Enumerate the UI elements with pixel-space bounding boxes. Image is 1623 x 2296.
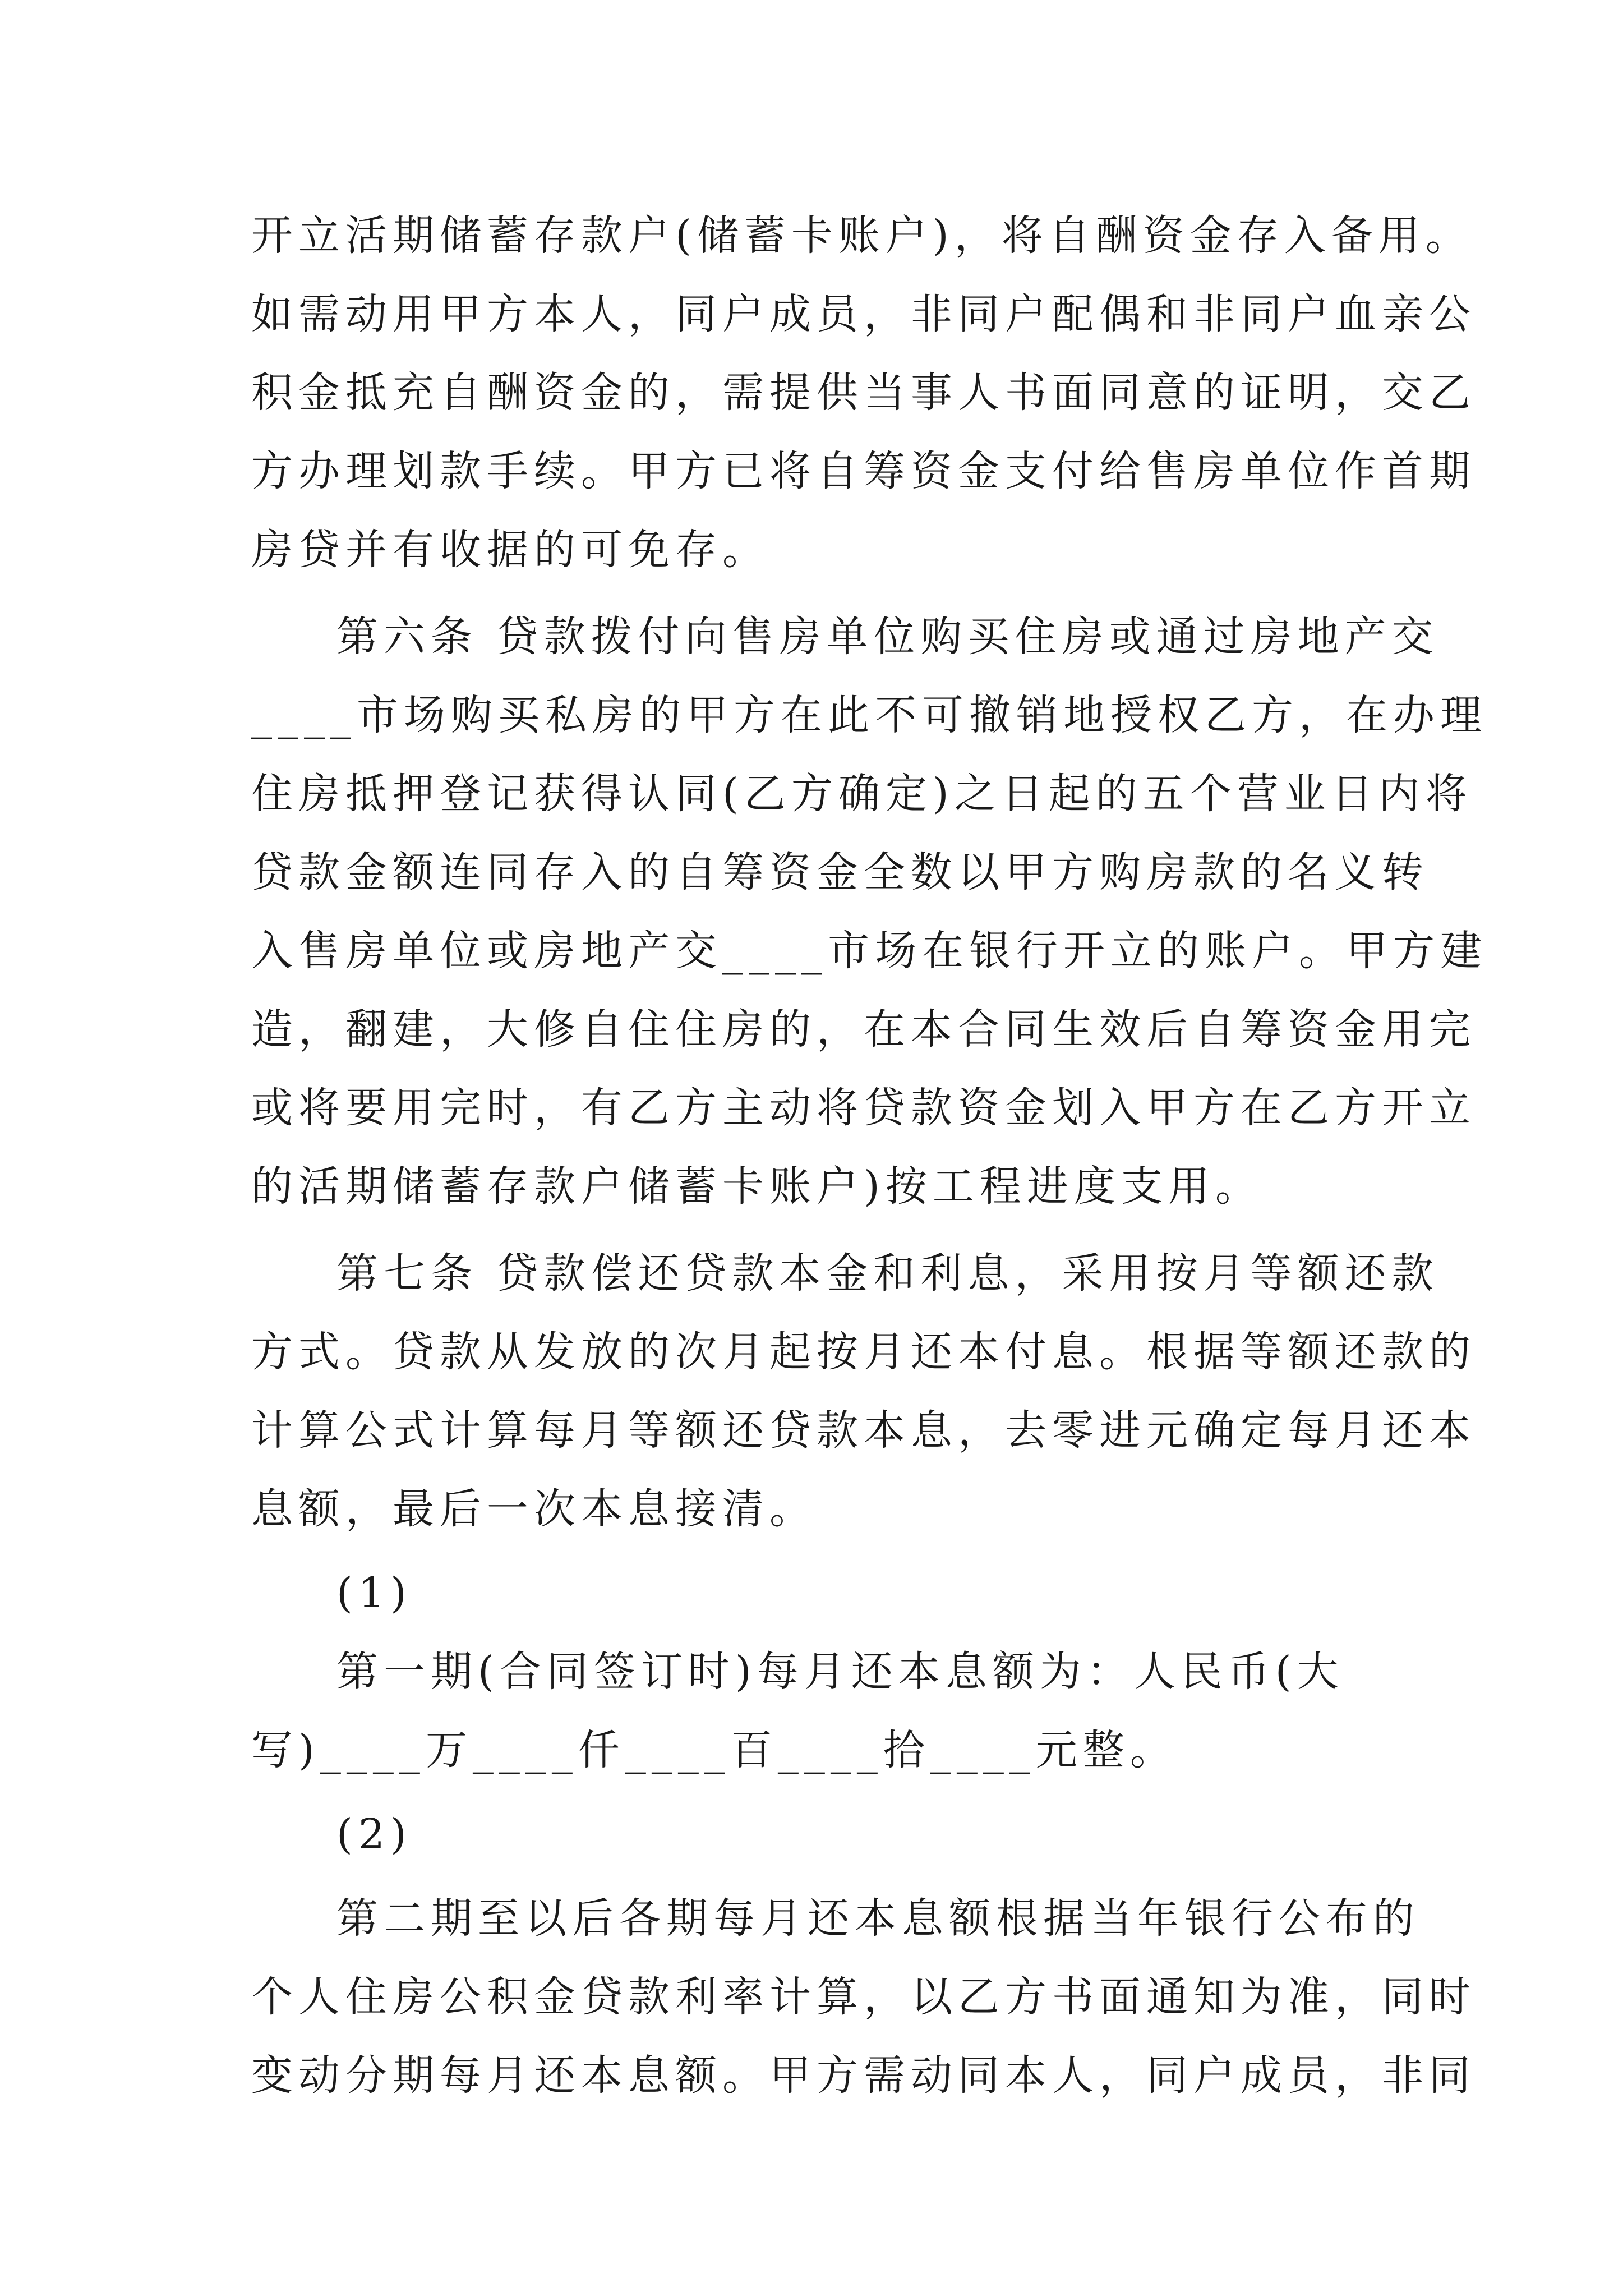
- paragraph-line: 计算公式计算每月等额还贷款本息，去零进元确定每月还本: [251, 1406, 1476, 1455]
- item-number-1: (1): [336, 1569, 412, 1617]
- paragraph-line: 积金抵充自酬资金的，需提供当事人书面同意的证明，交乙: [251, 369, 1476, 417]
- paragraph-line: 住房抵押登记获得认同(乙方确定)之日起的五个营业日内将: [251, 770, 1473, 818]
- paragraph-line: 写)____万____仟____百____拾____元整。: [251, 1726, 1177, 1774]
- paragraph-line: 开立活期储蓄存款户(储蓄卡账户)，将自酬资金存入备用。: [251, 211, 1473, 260]
- paragraph-line: 变动分期每月还本息额。甲方需动同本人，同户成员，非同: [251, 2051, 1476, 2100]
- paragraph-line: 或将要用完时，有乙方主动将贷款资金划入甲方在乙方开立: [251, 1084, 1476, 1132]
- paragraph-line: 方式。贷款从发放的次月起按月还本付息。根据等额还款的: [251, 1328, 1476, 1376]
- paragraph-line: 的活期储蓄存款户储蓄卡账户)按工程进度支用。: [251, 1162, 1262, 1211]
- paragraph-line: 造，翻建，大修自住住房的，在本合同生效后自筹资金用完: [251, 1005, 1476, 1053]
- paragraph-line: 第二期至以后各期每月还本息额根据当年银行公布的: [336, 1894, 1420, 1943]
- article-7-heading-line: 第七条 贷款偿还贷款本金和利息，采用按月等额还款: [336, 1249, 1439, 1297]
- item-number-2: (2): [336, 1810, 412, 1858]
- paragraph-line: 房贷并有收据的可免存。: [251, 526, 769, 574]
- paragraph-line: 第一期(合同签订时)每月还本息额为：人民币(大: [336, 1648, 1344, 1696]
- paragraph-line: 方办理划款手续。甲方已将自筹资金支付给售房单位作首期: [251, 447, 1476, 495]
- paragraph-line: ____市场购买私房的甲方在此不可撤销地授权乙方，在办理: [251, 691, 1487, 739]
- paragraph-line: 入售房单位或房地产交____市场在银行开立的账户。甲方建: [251, 927, 1487, 975]
- paragraph-line: 贷款金额连同存入的自筹资金全数以甲方购房款的名义转: [251, 848, 1429, 896]
- paragraph-line: 如需动用甲方本人，同户成员，非同户配偶和非同户血亲公: [251, 290, 1476, 338]
- article-6-heading-line: 第六条 贷款拨付向售房单位购买住房或通过房地产交: [336, 613, 1439, 661]
- paragraph-line: 个人住房公积金贷款利率计算，以乙方书面通知为准，同时: [251, 1973, 1476, 2021]
- paragraph-line: 息额，最后一次本息接清。: [251, 1485, 817, 1533]
